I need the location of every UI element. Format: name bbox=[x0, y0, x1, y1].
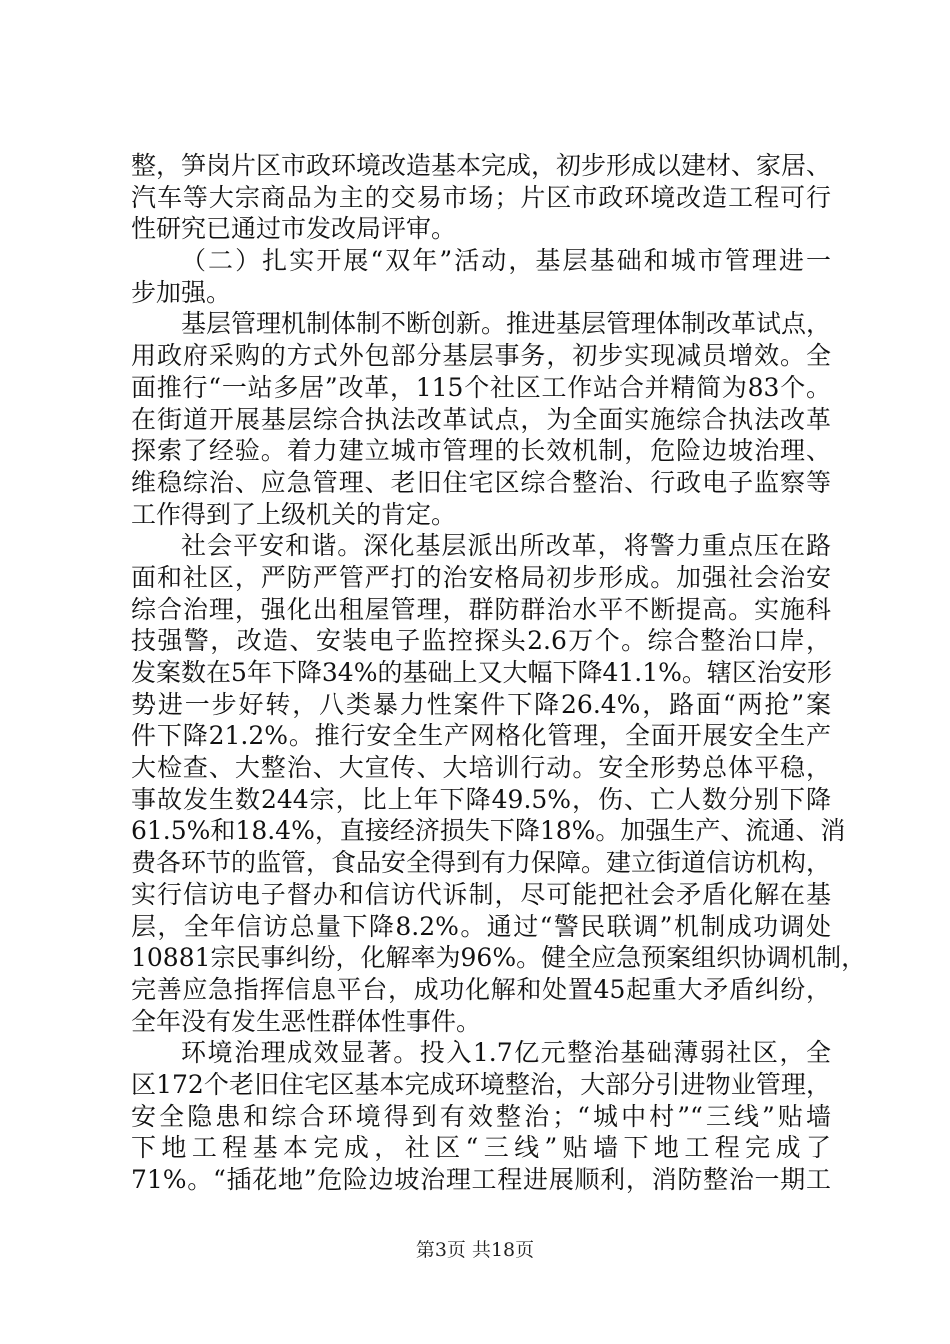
text-line: 大检查、大整治、大宣传、大培训行动。安全形势总体平稳， bbox=[131, 753, 831, 783]
text-line: 环境治理成效显著。投入1.7亿元整治基础薄弱社区，全 bbox=[181, 1038, 831, 1068]
text-line: 面推行“一站多居”改革，115个社区工作站合并精简为83个。 bbox=[131, 372, 831, 402]
text-line: 基层管理机制体制不断创新。推进基层管理体制改革试点， bbox=[181, 309, 832, 339]
text-line: 71%。“插花地”危险边坡治理工程进展顺利，消防整治一期工 bbox=[131, 1165, 831, 1194]
text-line: 性研究已通过市发改局评审。 bbox=[131, 214, 457, 244]
text-line: 发案数在5年下降34%的基础上又大幅下降41.1%。辖区治安形 bbox=[131, 658, 832, 687]
text-line: 件下降21.2%。推行安全生产网格化管理，全面开展安全生产 bbox=[131, 721, 831, 751]
text-line: 全年没有发生恶性群体性事件。 bbox=[131, 1006, 482, 1036]
text-line: 区172个老旧住宅区基本完成环境整治，大部分引进物业管理， bbox=[131, 1069, 831, 1099]
text-line: 汽车等大宗商品为主的交易市场；片区市政环境改造工程可行 bbox=[131, 182, 831, 212]
text-line: 61.5%和18.4%，直接经济损失下降18%。加强生产、流通、消 bbox=[131, 816, 846, 846]
text-line: 实行信访电子督办和信访代诉制，尽可能把社会矛盾化解在基 bbox=[131, 879, 831, 909]
text-line: 事故发生数244宗，比上年下降49.5%，伤、亡人数分别下降 bbox=[131, 784, 831, 814]
text-line: （二）扎实开展“双年”活动，基层基础和城市管理进一 bbox=[181, 246, 831, 276]
text-line: 工作得到了上级机关的肯定。 bbox=[131, 499, 457, 529]
text-line: 维稳综治、应急管理、老旧住宅区综合整治、行政电子监察等 bbox=[131, 467, 831, 497]
text-line: 技强警，改造、安装电子监控探头2.6万个。综合整治口岸， bbox=[131, 626, 831, 656]
text-line: 完善应急指挥信息平台，成功化解和处置45起重大矛盾纠纷， bbox=[131, 974, 831, 1004]
text-line: 用政府采购的方式外包部分基层事务，初步实现减员增效。全 bbox=[131, 341, 831, 371]
text-line: 综合治理，强化出租屋管理，群防群治水平不断提高。实施科 bbox=[131, 594, 831, 624]
text-line: 层，全年信访总量下降8.2%。通过“警民联调”机制成功调处 bbox=[131, 911, 831, 941]
text-line: 安全隐患和综合环境得到有效整治；“城中村”“三线”贴墙 bbox=[131, 1101, 831, 1131]
text-line: 下地工程基本完成，社区“三线”贴墙下地工程完成了 bbox=[131, 1133, 831, 1163]
text-line: 整，笋岗片区市政环境改造基本完成，初步形成以建材、家居、 bbox=[131, 151, 832, 180]
text-line: 社会平安和谐。深化基层派出所改革，将警力重点压在路 bbox=[181, 531, 831, 561]
text-line: 10881宗民事纠纷，化解率为96%。健全应急预案组织协调机制， bbox=[131, 943, 867, 973]
text-line: 面和社区，严防严管严打的治安格局初步形成。加强社会治安 bbox=[131, 562, 831, 592]
text-line: 在街道开展基层综合执法改革试点，为全面实施综合执法改革 bbox=[131, 404, 831, 434]
text-line: 探索了经验。着力建立城市管理的长效机制，危险边坡治理、 bbox=[131, 436, 831, 466]
text-line: 势进一步好转，八类暴力性案件下降26.4%，路面“两抢”案 bbox=[131, 689, 831, 719]
page-footer: 第3页 共18页 bbox=[415, 1239, 535, 1261]
body-text bbox=[131, 150, 867, 1196]
text-line: 费各环节的监管，食品安全得到有力保障。建立街道信访机构， bbox=[131, 848, 832, 878]
text-line: 步加强。 bbox=[131, 277, 232, 307]
